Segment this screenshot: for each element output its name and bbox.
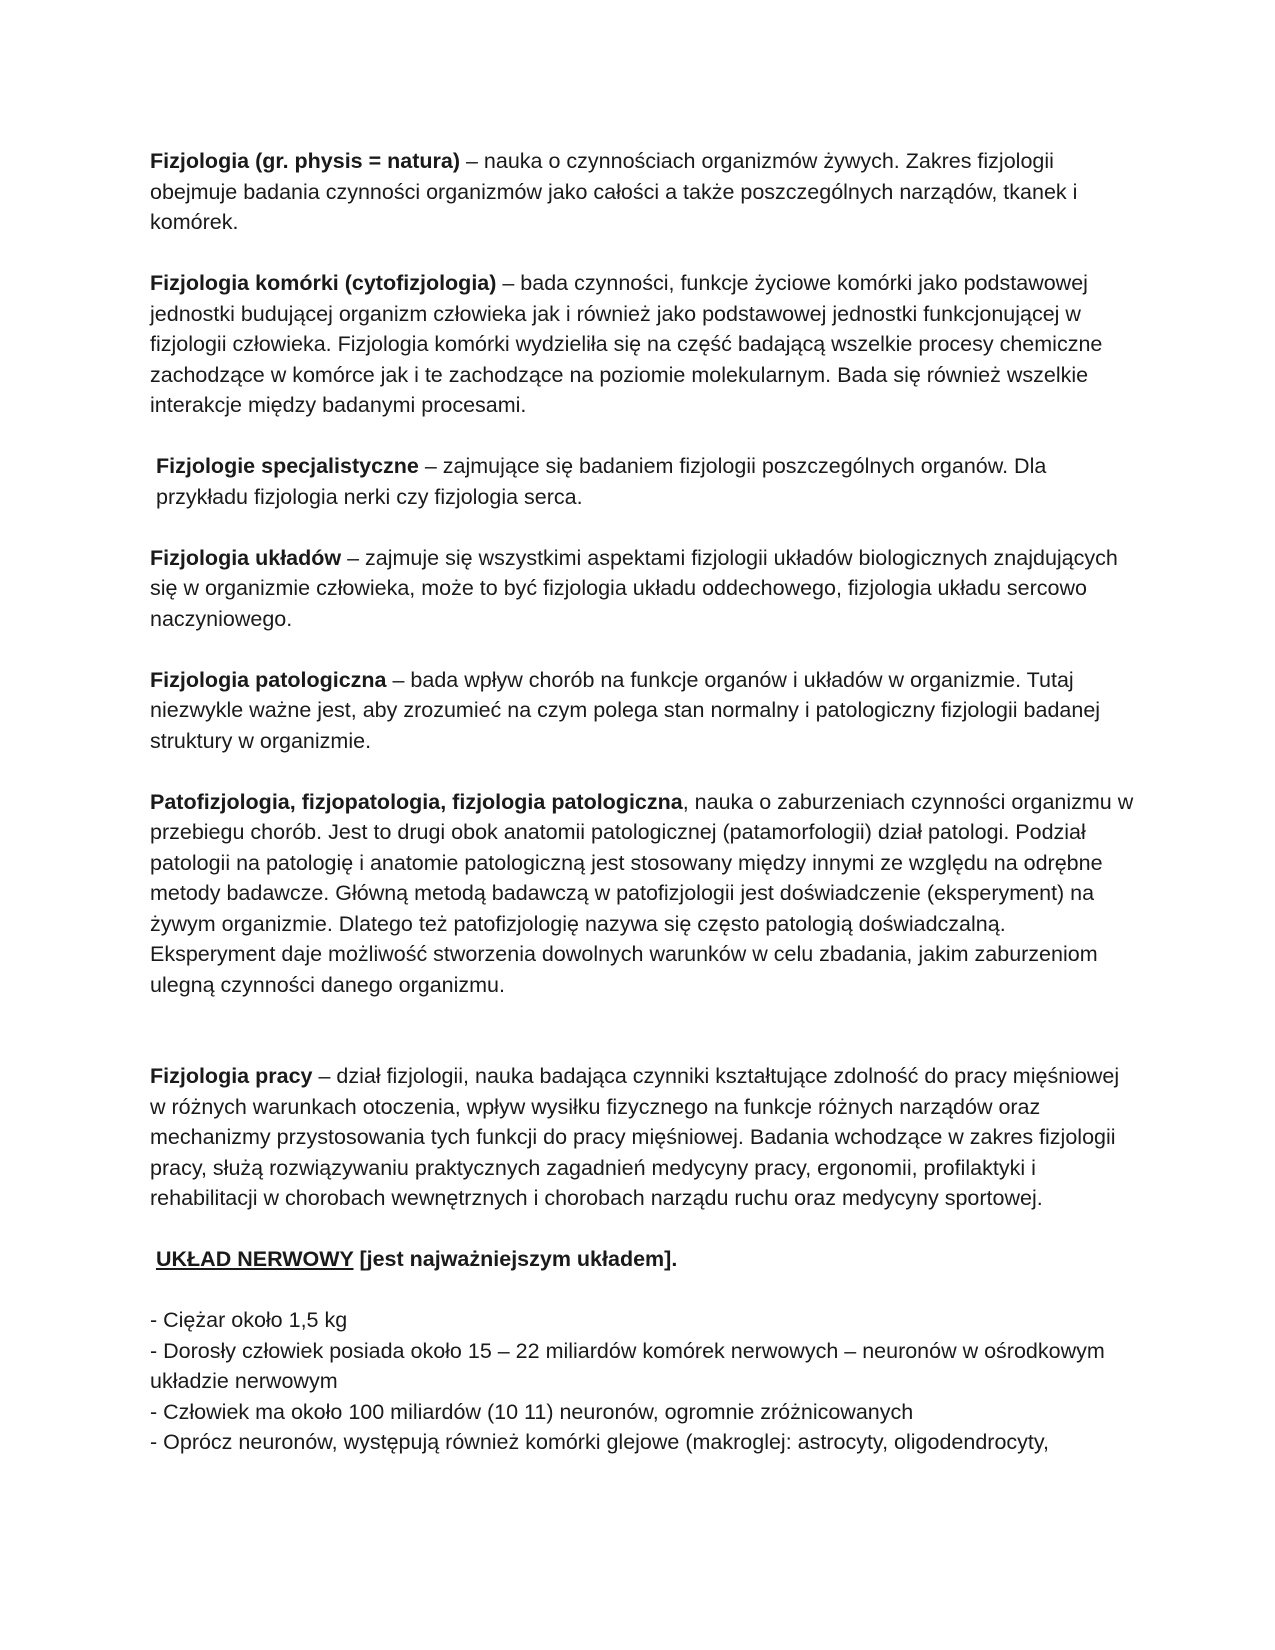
term-patofizjologia: Patofizjologia, fizjopatologia, fizjologia patologiczna xyxy=(150,789,683,814)
paragraph-fizjologia-pracy xyxy=(150,1061,1135,1214)
text-fizjologia: – nauka o czynnościach organizmów żywych. Zakres fizjologii obejmuje badania czynności organizmów jako całości a także poszczególnych narządów, tkanek i komórek. xyxy=(150,149,1078,234)
text-fizjologia-patologiczna: – bada wpływ chorób na funkcje organów i układów w organizmie. Tutaj niezwykle ważne jest, aby zrozumieć na czym polega stan normalny i patologiczny fizjologii badanej struktury w organizmie. xyxy=(150,667,1101,753)
section-title-underlined: UKŁAD NERWOWY xyxy=(156,1247,354,1271)
term-fizjologia-ukladow: Fizjologia układów xyxy=(150,545,342,570)
text-fizjologia-komorki: – bada czynności, funkcje życiowe komórki jako podstawowej jednostki budującej organizm człowieka jak i również jako podstawowej jednostki funkcjonującej w fizjologii człowieka. Fizjologia komórki wydzieliła się na część badającą wszelkie procesy chemiczne zachodzące w komórce jak i te zachodzące na poziomie molekularnym. Bada się również wszelkie interakcje między badanymi procesami. xyxy=(150,271,1103,417)
term-fizjologia-pracy: Fizjologia pracy xyxy=(150,1064,313,1088)
paragraph-fizjologia-patologiczna xyxy=(150,665,1135,757)
text-patofizjologia: , nauka o zaburzeniach czynności organizmu w przebiegu chorób. Jest to drugi obok anatomii patologicznej (patamorfologii) dział patologi. Podział patologii na patologię i anatomie patologiczną jest stosowany między innymi ze względu na odrębne metody badawcze. Główną metodą badawczą w patofizjologii jest doświadczenie (eksperyment) na żywym organizmie. Dlatego też patofizjologię nazywa się często patologią doświadczalną. Eksperyment daje możliwość stworzenia dowolnych warunków w celu zbadania, jakim zaburzeniom ulegną czynności danego organizmu. xyxy=(150,789,1134,997)
term-fizjologia-patologiczna: Fizjologia patologiczna xyxy=(150,667,387,692)
section-heading-uklad-nerwowy xyxy=(150,1244,1135,1275)
list-item: - Oprócz neuronów, występują również komórki glejowe (makroglej: astrocyty, oligodendrocyty, xyxy=(150,1430,1050,1454)
list-item: - Ciężar około 1,5 kg xyxy=(150,1308,348,1332)
term-fizjologie-specjalistyczne: Fizjologie specjalistyczne xyxy=(156,454,419,478)
paragraph-fizjologia-ukladow xyxy=(150,543,1135,635)
section-title-rest: [jest najważniejszym układem]. xyxy=(353,1247,678,1271)
paragraph-patofizjologia xyxy=(150,787,1135,1001)
term-fizjologia: Fizjologia (gr. physis = natura) xyxy=(150,149,461,173)
term-fizjologia-komorki: Fizjologia komórki (cytofizjologia) xyxy=(150,271,497,295)
text-fizjologia-ukladow: – zajmuje się wszystkimi aspektami fizjologii układów biologicznych znajdujących się w organizmie człowieka, może to być fizjologia układu oddechowego, fizjologia układu sercowo naczyniowego. xyxy=(150,545,1118,631)
paragraph-fizjologia xyxy=(150,146,1135,238)
text-fizjologia-pracy: – dział fizjologii, nauka badająca czynniki kształtujące zdolność do pracy mięśniowej w różnych warunkach otoczenia, wpływ wysiłku fizycznego na funkcje różnych narządów oraz mechanizmy przystosowania tych funkcji do pracy mięśniowej. Badania wchodzące w zakres fizjologii pracy, służą rozwiązywaniu praktycznych zagadnień medycyny pracy, ergonomii, profilaktyki i rehabilitacji w chorobach wewnętrznych i chorobach narządu ruchu oraz medycyny sportowej. xyxy=(150,1064,1120,1210)
paragraph-fizjologie-specjalistyczne xyxy=(150,451,1135,512)
document-body xyxy=(150,146,1135,1458)
text-fizjologie-specjalistyczne: – zajmujące się badaniem fizjologii poszczególnych organów. Dla przykładu fizjologia nerki czy fizjologia serca. xyxy=(156,454,1047,509)
list-item: - Dorosły człowiek posiada około 15 – 22 miliardów komórek nerwowych – neuronów w ośrodkowym układzie nerwowym xyxy=(150,1338,1105,1393)
list-item: - Człowiek ma około 100 miliardów (10 11) neuronów, ogromnie zróżnicowanych xyxy=(150,1399,914,1424)
paragraph-fizjologia-komorki xyxy=(150,268,1135,421)
